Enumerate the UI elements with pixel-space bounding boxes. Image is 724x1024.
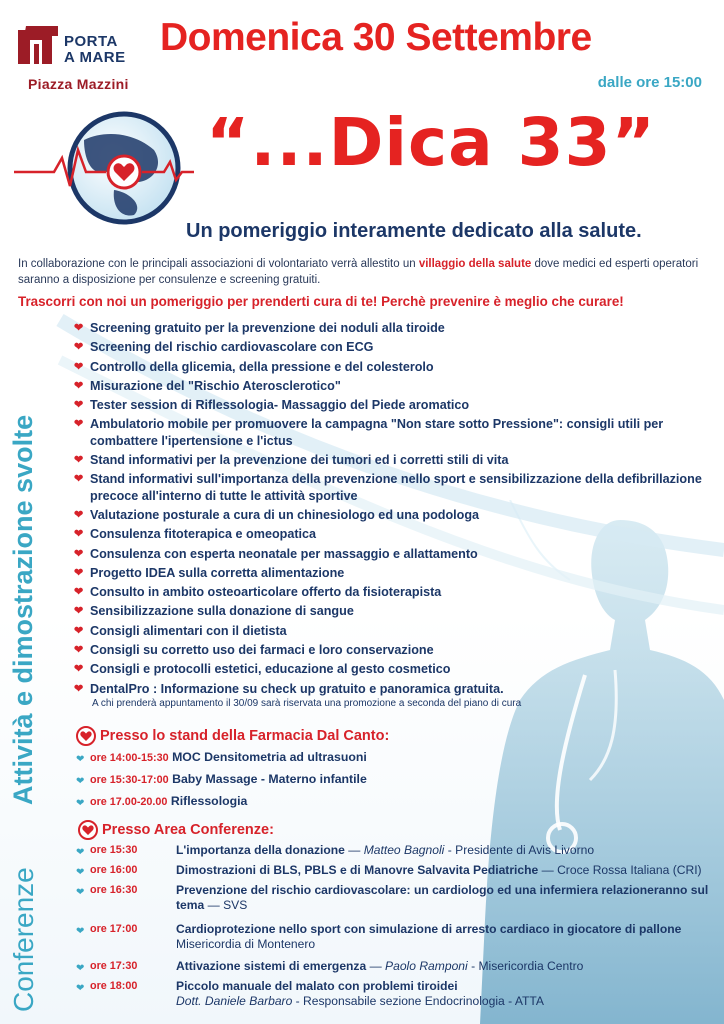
conference-title: Attivazione sistemi di emergenza: [176, 959, 367, 973]
main-title: “...Dica 33”: [206, 104, 656, 181]
intro-paragraph: [18, 256, 708, 288]
activity-text: DentalPro : Informazione su check up gratuito e panoramica gratuita.: [90, 681, 504, 696]
heart-bullet-icon: ❤: [74, 682, 84, 695]
heart-bullet-icon: ❤: [76, 798, 85, 809]
list-item: [74, 623, 714, 639]
activity-text: Consulenza fitoterapica e omeopatica: [90, 527, 317, 542]
heart-bullet-icon: ❤: [74, 566, 84, 579]
list-item: [74, 584, 714, 600]
heart-bullet-icon: ❤: [74, 473, 84, 486]
heart-bullet-icon: ❤: [74, 624, 84, 637]
conference-time: ore 16:30: [90, 884, 138, 896]
separator: —: [366, 959, 386, 973]
list-item: [74, 681, 714, 697]
list-item: [74, 416, 714, 449]
conference-speaker: Dott. Daniele Barbaro: [176, 994, 293, 1008]
schedule-item: [76, 772, 367, 788]
logo-line-1: PORTA: [64, 33, 118, 50]
logo-name: [64, 34, 126, 66]
activity-text: Ambulatorio mobile per promuovere la campagna "Non stare sotto Pressione": consigli utili per combattere l'ipertensione e l'ictus: [90, 417, 664, 448]
conference-time: ore 15:30: [90, 844, 138, 856]
conference-details: [176, 883, 716, 913]
conference-time: ore 18:00: [90, 980, 138, 992]
subtitle: Un pomeriggio interamente dedicato alla salute.: [186, 220, 642, 242]
heart-circle-icon: [76, 726, 96, 746]
heart-bullet-icon: ❤: [76, 887, 85, 898]
list-item: [74, 397, 714, 413]
heart-bullet-icon: ❤: [74, 605, 84, 618]
list-item: [74, 339, 714, 355]
heart-bullet-icon: ❤: [76, 867, 85, 878]
list-item: [74, 320, 714, 336]
list-item: [74, 642, 714, 658]
schedule-event: MOC Densitometria ad ultrasuoni: [172, 750, 367, 764]
conference-speaker: Paolo Ramponi: [385, 959, 468, 973]
logo-place: Piazza Mazzini: [28, 76, 129, 92]
separator: —: [344, 843, 364, 857]
heart-bullet-icon: ❤: [74, 663, 84, 676]
list-item: [74, 661, 714, 677]
list-item: [74, 507, 714, 523]
heart-bullet-icon: ❤: [74, 418, 84, 431]
activity-text: Valutazione posturale a cura di un chinesiologo ed una podologa: [90, 507, 480, 522]
list-item: [74, 359, 714, 375]
activity-text: Stand informativi per la prevenzione dei tumori ed i corretti stili di vita: [90, 453, 509, 468]
list-item: [74, 378, 714, 394]
pharmacy-title: Presso lo stand della Farmacia Dal Canto:: [100, 728, 390, 744]
activity-text: Tester session di Riflessologia- Massaggio del Piede aromatico: [90, 398, 470, 413]
heart-bullet-icon: ❤: [74, 586, 84, 599]
intro-text-after: dove medici ed esperti operatori saranno a disposizione per consulenze e screening gratuiti.: [18, 258, 699, 286]
conference-details: [176, 959, 716, 974]
schedule-item: [76, 750, 367, 766]
activity-text: Screening gratuito per la prevenzione dei noduli alla tiroide: [90, 321, 445, 335]
conference-details: [176, 922, 716, 952]
logo-line-2: A MARE: [64, 49, 126, 66]
list-item: [74, 526, 714, 542]
conference-org: - Misericordia Centro: [467, 959, 584, 973]
activity-text: Screening del rischio cardiovascolare con ECG: [90, 340, 374, 355]
activity-text: Progetto IDEA sulla corretta alimentazione: [90, 565, 345, 580]
heart-bullet-icon: ❤: [74, 379, 84, 392]
side-label-activities: Attività e dimostrazione svolte: [8, 414, 38, 805]
pharmacy-schedule: [76, 750, 367, 810]
activities-list: [74, 320, 714, 700]
conferences-title: Presso Area Conferenze:: [102, 822, 274, 838]
conference-title: Prevenzione del rischio cardiovascolare: un cardiologo ed una infermiera relazioneranno sul tema: [176, 883, 709, 912]
side-label-conferences: Conferenze: [8, 867, 39, 1012]
schedule-event: Baby Massage - Materno infantile: [172, 772, 367, 786]
conference-org: SVS: [223, 898, 248, 912]
activity-text: Consulenza con esperta neonatale per massaggio e allattamento: [90, 546, 478, 561]
heart-bullet-icon: ❤: [74, 360, 84, 373]
heart-bullet-icon: ❤: [74, 528, 84, 541]
heart-bullet-icon: ❤: [76, 983, 85, 994]
list-item: [74, 603, 714, 619]
conference-speaker: Matteo Bagnoli: [363, 843, 445, 857]
globe-ecg-icon: [14, 110, 194, 230]
activity-text: Consigli su corretto uso dei farmaci e loro conservazione: [90, 643, 434, 658]
callout-text: Trascorri con noi un pomeriggio per prenderti cura di te! Perchè prevenire è meglio che curare!: [18, 294, 624, 309]
conference-details: [176, 979, 716, 1009]
list-item: [74, 452, 714, 468]
conference-org: - Presidente di Avis Livorno: [444, 843, 595, 857]
conference-details: [176, 863, 716, 878]
heart-circle-icon: [78, 820, 98, 840]
heart-bullet-icon: ❤: [76, 847, 85, 858]
logo-mark-icon: [18, 26, 58, 66]
heart-bullet-icon: ❤: [74, 322, 84, 334]
heart-bullet-icon: ❤: [74, 547, 84, 560]
schedule-time: ore 15:30-17:00: [90, 774, 169, 786]
heart-bullet-icon: ❤: [76, 776, 85, 787]
intro-highlight: villaggio della salute: [418, 258, 532, 270]
schedule-time: ore 17.00-20.00: [90, 796, 168, 808]
list-item: [74, 546, 714, 562]
conference-title: Dimostrazioni di BLS, PBLS e di Manovre Salvavita Pediatriche: [176, 863, 539, 877]
heart-bullet-icon: ❤: [76, 963, 85, 974]
separator: —: [204, 898, 224, 912]
conference-title: Piccolo manuale del malato con problemi tiroidei: [176, 979, 458, 993]
event-date: Domenica 30 Settembre: [160, 16, 592, 59]
activity-text: Controllo della glicemia, della pressione e del colesterolo: [90, 359, 434, 374]
heart-bullet-icon: ❤: [74, 508, 84, 521]
conference-time: ore 17:00: [90, 923, 138, 935]
activity-text: Sensibilizzazione sulla donazione di sangue: [90, 604, 354, 619]
conference-title: Cardioprotezione nello sport con simulazione di arresto cardiaco in giocatore di pallone: [176, 922, 682, 936]
conference-org: - Responsabile sezione Endocrinologia - ATTA: [292, 994, 544, 1008]
dental-note: A chi prenderà appuntamento il 30/09 sarà riservata una promozione a seconda del piano di cura: [92, 698, 522, 709]
activity-text: Misurazione del "Rischio Aterosclerotico": [90, 378, 341, 393]
event-time: dalle ore 15:00: [597, 74, 702, 91]
conference-details: [176, 843, 716, 858]
heart-bullet-icon: ❤: [74, 341, 84, 354]
schedule-event: Riflessologia: [170, 794, 248, 808]
intro-text-before: In collaborazione con le principali associazioni di volontariato verrà allestito un: [18, 258, 419, 270]
conference-org: Misericordia di Montenero: [176, 937, 316, 951]
separator: —: [538, 863, 558, 877]
list-item: [74, 565, 714, 581]
schedule-time: ore 14:00-15:30: [90, 752, 169, 764]
heart-bullet-icon: ❤: [74, 399, 84, 412]
activity-text: Stand informativi sull'importanza della prevenzione nello sport e sensibilizzazione della defibrillazione precoce all'interno di tutte le attività sportive: [90, 472, 702, 503]
porta-a-mare-logo: [18, 22, 150, 96]
conference-title: L'importanza della donazione: [176, 843, 345, 857]
heart-bullet-icon: ❤: [74, 644, 84, 657]
conference-org: Croce Rossa Italiana (CRI): [557, 863, 702, 877]
list-item: [74, 471, 714, 504]
heart-bullet-icon: ❤: [76, 754, 85, 765]
conference-time: ore 17:30: [90, 960, 138, 972]
schedule-item: [76, 794, 367, 810]
conference-time: ore 16:00: [90, 864, 138, 876]
activity-text: Consigli alimentari con il dietista: [90, 623, 287, 638]
heart-bullet-icon: ❤: [74, 454, 84, 467]
activity-text: Consigli e protocolli estetici, educazione al gesto cosmetico: [90, 662, 451, 677]
heart-bullet-icon: ❤: [76, 926, 85, 937]
activity-text: Consulto in ambito osteoarticolare offerto da fisioterapista: [90, 585, 442, 600]
